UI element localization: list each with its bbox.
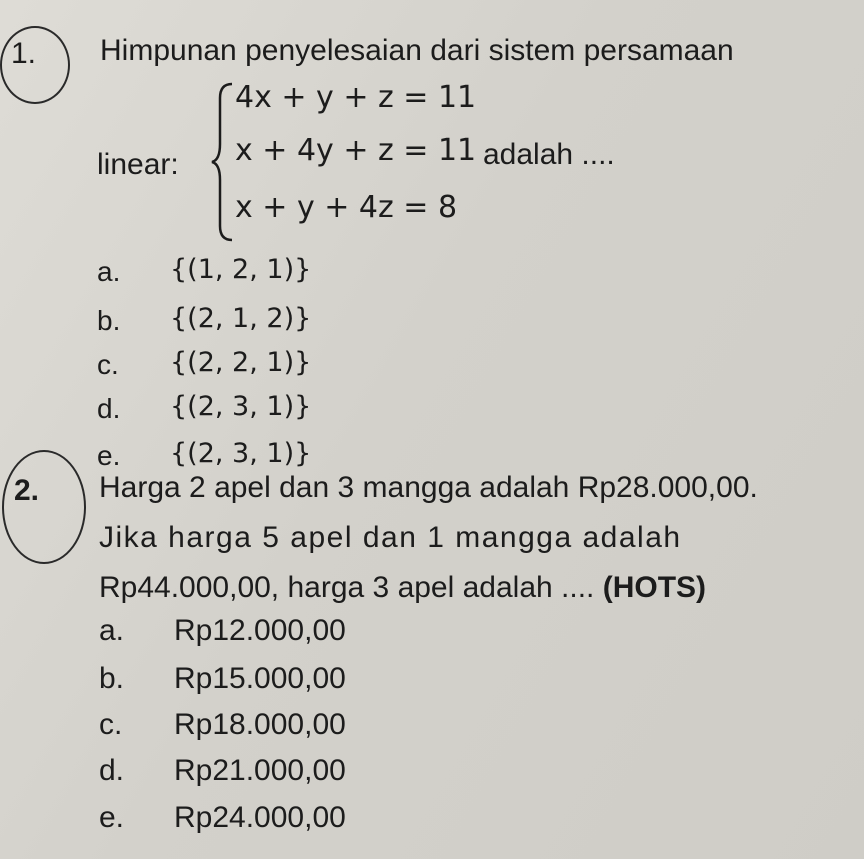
question-1-number: 1. — [11, 37, 37, 70]
q1-option-a-value: {(1, 2, 1)} — [170, 254, 312, 285]
q2-option-d-value: Rp21.000,00 — [174, 754, 346, 787]
q2-option-e-letter: e. — [99, 801, 125, 834]
question-2-line-2: Jika harga 5 apel dan 1 mangga adalah — [99, 521, 682, 554]
q2-option-a-value: Rp12.000,00 — [174, 614, 346, 647]
q1-option-d-letter: d. — [97, 393, 121, 424]
equation-1: 4x + y + z = 11 — [235, 80, 477, 115]
question-2-line-3 — [99, 571, 706, 605]
equation-2: x + 4y + z = 11 — [235, 133, 477, 168]
question-2-line-1: Harga 2 apel dan 3 mangga adalah Rp28.000,00. — [99, 471, 758, 504]
q2-option-b-letter: b. — [99, 662, 125, 695]
q1-option-e-value: {(2, 3, 1)} — [170, 438, 312, 469]
q1-option-b-value: {(2, 1, 2)} — [170, 303, 312, 334]
q1-option-c-value: {(2, 2, 1)} — [170, 347, 312, 378]
equation-3: x + y + 4z = 8 — [235, 190, 458, 225]
q1-option-a-letter: a. — [97, 256, 121, 287]
q2-option-b-value: Rp15.000,00 — [174, 662, 346, 695]
question-1-tail: adalah .... — [483, 138, 615, 171]
q2-option-d-letter: d. — [99, 754, 125, 787]
question-2-number: 2. — [14, 474, 40, 507]
q1-option-e-letter: e. — [97, 440, 121, 471]
q1-option-b-letter: b. — [97, 305, 121, 336]
hots-tag: (HOTS) — [602, 571, 707, 604]
q1-option-c-letter: c. — [97, 349, 119, 380]
question-1-line-1: Himpunan penyelesaian dari sistem persamaan — [100, 34, 734, 67]
q1-option-d-value: {(2, 3, 1)} — [170, 391, 312, 422]
q2-option-e-value: Rp24.000,00 — [174, 801, 346, 834]
question-1-lead: linear: — [97, 148, 179, 181]
q2-option-a-letter: a. — [99, 614, 125, 647]
q2-option-c-value: Rp18.000,00 — [174, 708, 346, 741]
question-2-line-3-text: Rp44.000,00, harga 3 apel adalah .... — [99, 571, 595, 604]
q2-option-c-letter: c. — [99, 708, 123, 741]
